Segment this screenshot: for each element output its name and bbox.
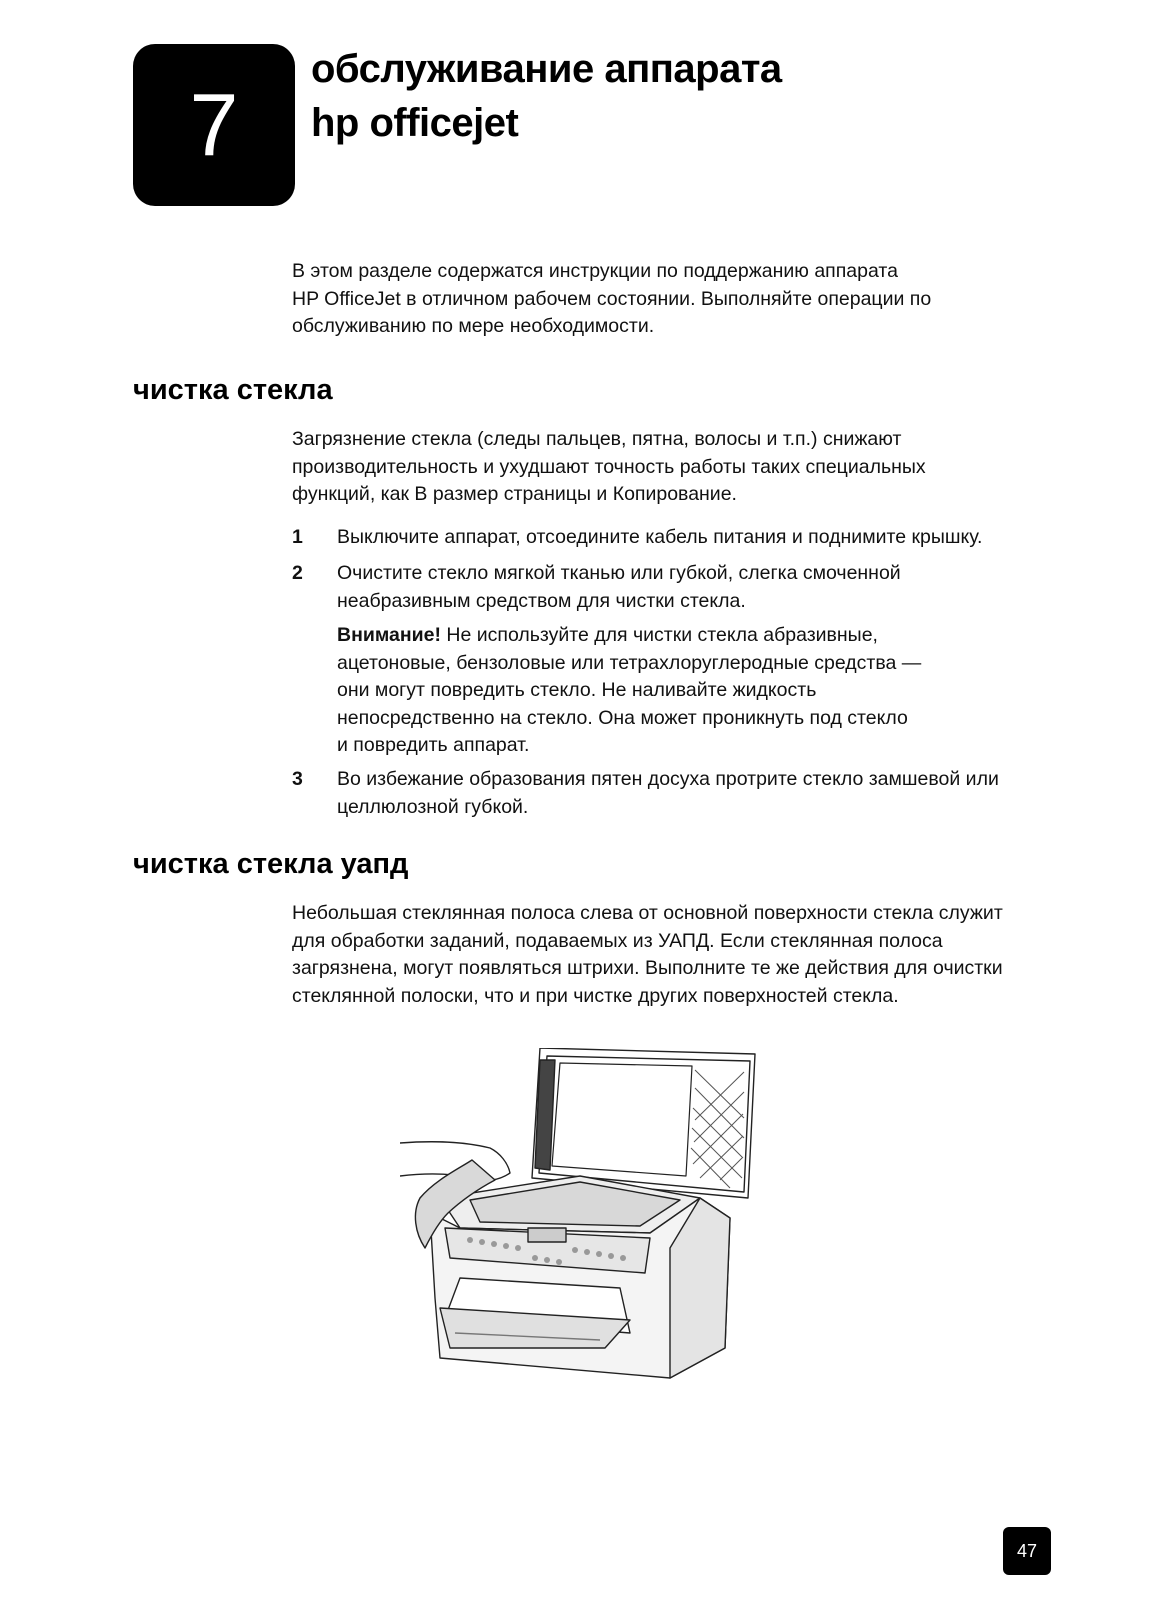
intro-paragraph [292,258,1052,341]
paragraph-line: производительность и ухудшают точность работы таких специальных [292,455,926,478]
printer-glass-cleaning-illustration [400,1048,780,1388]
chapter-number-badge [133,44,295,206]
section1-paragraph [292,426,1052,509]
step-line: Очистите стекло мягкой тканью или губкой, слегка смоченной [337,562,901,584]
chapter-number: 7 [189,75,239,174]
step-number: 2 [292,562,303,584]
chapter-title-line-2: hp officejet [311,101,519,145]
warning-note [337,622,977,760]
intro-line: HP OfficeJet в отличном рабочем состоянии. Выполняйте операции по [292,287,932,310]
chapter-title [311,42,782,150]
warning-line: ацетоновые, бензоловые или тетрахлоруглеродные средства — [337,651,922,674]
intro-line: В этом разделе содержатся инструкции по поддержанию аппарата [292,260,898,282]
page-number-badge [1003,1527,1051,1575]
warning-line: и повредить аппарат. [337,734,530,756]
paragraph-line: Загрязнение стекла (следы пальцев, пятна, волосы и т.п.) снижают [292,428,902,450]
step-line: неабразивным средством для чистки стекла. [337,589,746,612]
warning-line: непосредственно на стекло. Она может проникнуть под стекло [337,706,908,729]
step-text [337,766,1052,821]
page-number: 47 [1016,1540,1038,1561]
step-line: Выключите аппарат, отсоедините кабель питания и поднимите крышку. [337,526,983,548]
intro-line: обслуживанию по мере необходимости. [292,315,655,337]
section2-paragraph [292,900,1052,1010]
chapter-title-line-1: обслуживание аппарата [311,47,782,91]
warning-line: Не используйте для чистки стекла абразивные, [446,624,878,646]
warning-label: Внимание! [337,624,441,646]
paragraph-line: для обработки заданий, подаваемых из УАПД. Если стеклянная полоса [292,929,943,952]
section-heading-glass-cleaning: чистка стекла [133,374,333,406]
paragraph-line: загрязнена, могут появляться штрихи. Выполните те же действия для очистки [292,957,1003,979]
step-line: целлюлозной губкой. [337,795,529,818]
paragraph-line: стеклянной полоски, что и при чистке других поверхностей стекла. [292,984,899,1007]
step-text [337,524,1052,552]
step-line: Во избежание образования пятен досуха протрите стекло замшевой или [337,768,999,790]
step-text [337,560,1052,615]
paragraph-line: Небольшая стеклянная полоса слева от основной поверхности стекла служит [292,902,1003,924]
warning-line: они могут повредить стекло. Не наливайте жидкость [337,679,817,701]
paragraph-line: функций, как В размер страницы и Копирование. [292,483,737,505]
section-heading-adf-glass-cleaning: чистка стекла уапд [133,848,409,880]
step-number: 1 [292,526,303,548]
step-number: 3 [292,768,303,790]
